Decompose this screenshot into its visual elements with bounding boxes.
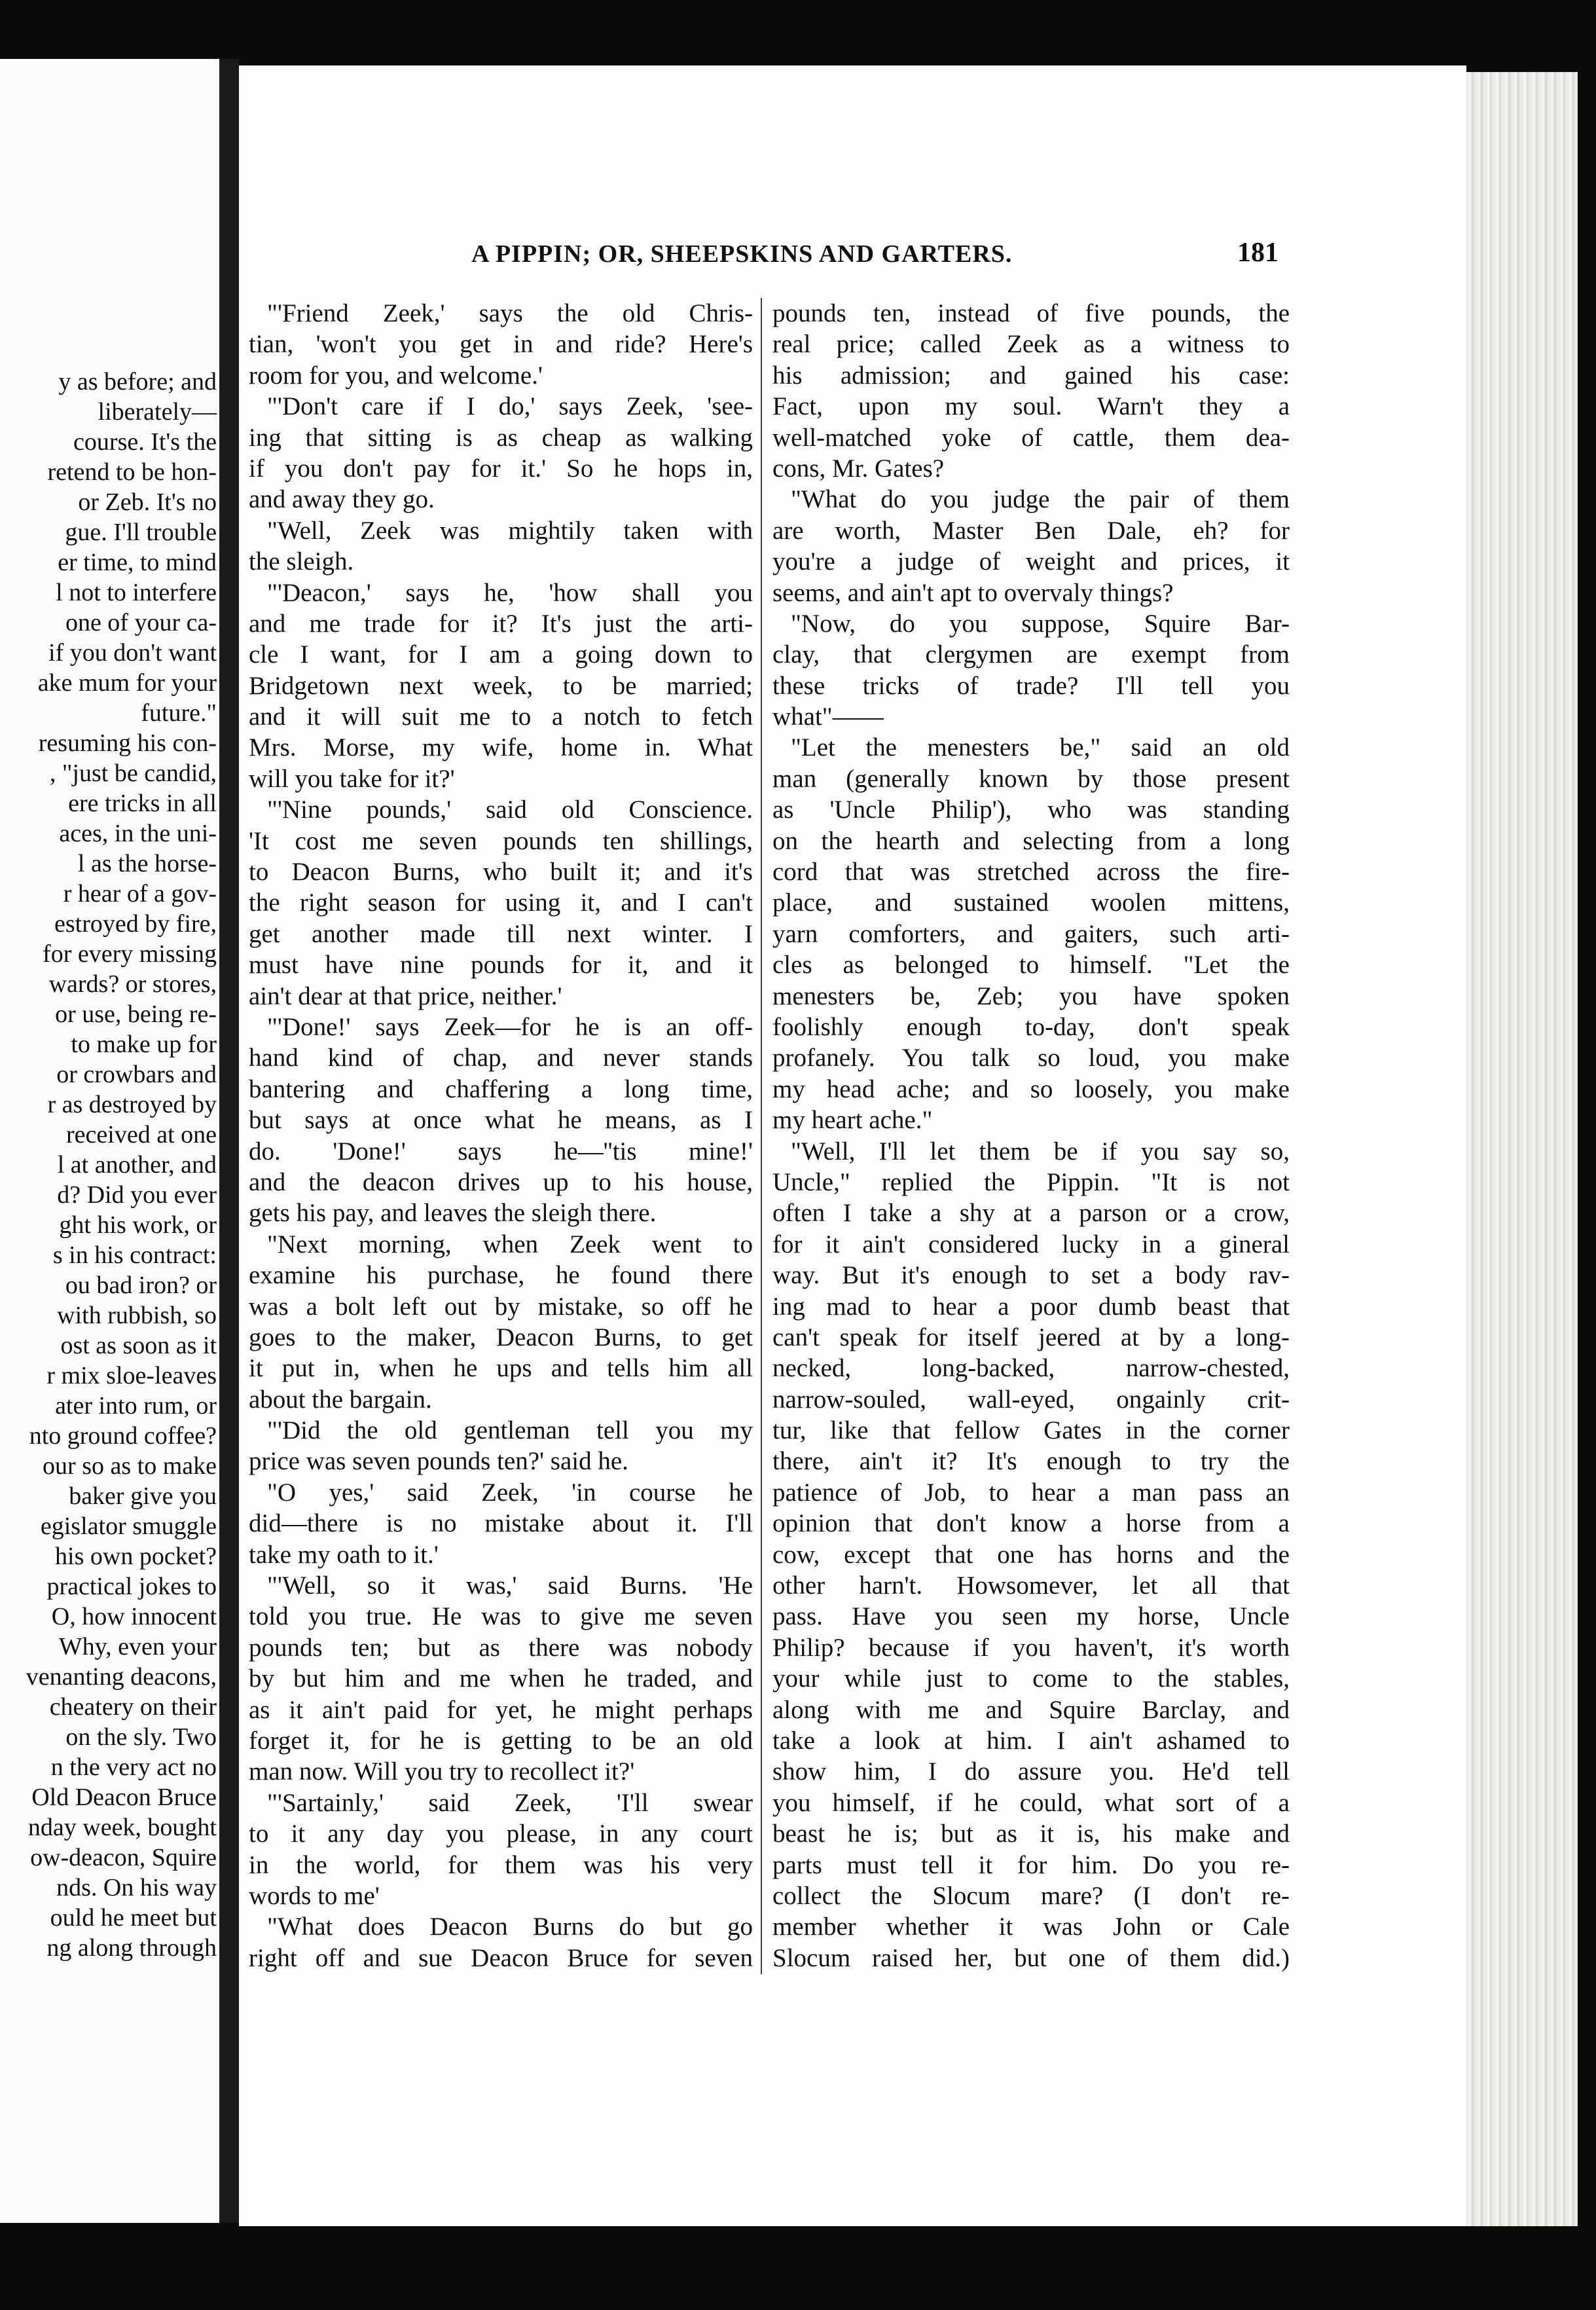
left-page-line: Old Deacon Bruce bbox=[31, 1784, 217, 1811]
text-line: patience of Job, to hear a man pass an bbox=[772, 1478, 1290, 1507]
text-line: can't speak for itself jeered at by a long- bbox=[772, 1323, 1290, 1351]
text-line: clay, that clergymen are exempt from bbox=[772, 640, 1290, 669]
left-page-line: estroyed by fire, bbox=[54, 910, 217, 938]
text-line: ing mad to hear a poor dumb beast that bbox=[772, 1292, 1290, 1321]
text-line: member whether it was John or Cale bbox=[772, 1913, 1290, 1941]
left-page-line: aces, in the uni- bbox=[59, 820, 217, 847]
page-number: 181 bbox=[1237, 238, 1279, 268]
left-page-text-column bbox=[0, 367, 219, 1963]
text-line: ain't dear at that price, neither.' bbox=[249, 981, 562, 1010]
text-line: narrow-souled, wall-eyed, ongainly crit- bbox=[772, 1385, 1290, 1414]
text-line: way. But it's enough to set a body rav- bbox=[772, 1261, 1290, 1290]
scan-background bbox=[0, 2226, 1596, 2310]
text-line: take a look at him. I ain't ashamed to bbox=[772, 1726, 1290, 1755]
text-line: cord that was stretched across the fire- bbox=[772, 858, 1290, 887]
text-line: Fact, upon my soul. Warn't they a bbox=[772, 392, 1290, 421]
text-line: "Let the menesters be," said an old bbox=[791, 733, 1290, 762]
text-line: necked, long-backed, narrow-chested, bbox=[772, 1354, 1290, 1383]
text-line: words to me' bbox=[249, 1881, 380, 1910]
left-page-line: r mix sloe-leaves bbox=[46, 1362, 217, 1389]
text-line: to it any day you please, in any court bbox=[249, 1820, 753, 1848]
text-line: told you true. He was to give me seven bbox=[249, 1602, 753, 1631]
left-page-line: or use, being re- bbox=[55, 1000, 217, 1028]
text-line: price was seven pounds ten?' said he. bbox=[249, 1447, 628, 1476]
text-line: bantering and chaffering a long time, bbox=[249, 1074, 753, 1103]
text-line: and the deacon drives up to his house, bbox=[249, 1167, 753, 1196]
text-line: along with me and Squire Barclay, and bbox=[772, 1695, 1290, 1724]
text-line: to Deacon Burns, who built it; and it's bbox=[249, 858, 753, 887]
left-page-line: d? Did you ever bbox=[57, 1181, 217, 1209]
left-page-line: ght his work, or bbox=[59, 1211, 217, 1239]
text-line: real price; called Zeek as a witness to bbox=[772, 330, 1290, 359]
left-page-line: ere tricks in all bbox=[68, 790, 217, 817]
text-line: must have nine pounds for it, and it bbox=[249, 951, 753, 980]
text-line: man now. Will you try to recollect it?' bbox=[249, 1757, 635, 1786]
text-line: well-matched yoke of cattle, them dea- bbox=[772, 423, 1290, 452]
column-rule bbox=[761, 298, 762, 1974]
text-line: goes to the maker, Deacon Burns, to get bbox=[249, 1323, 753, 1351]
text-line: as it ain't paid for yet, he might perhaps bbox=[249, 1695, 753, 1724]
left-page-line: for every missing bbox=[43, 940, 217, 968]
text-line: "Well, Zeek was mightily taken with bbox=[267, 516, 753, 545]
text-line: Philip? because if you haven't, it's worth bbox=[772, 1633, 1290, 1662]
text-line: foolishly enough to-day, don't speak bbox=[772, 1012, 1290, 1041]
running-head: A PIPPIN; OR, SHEEPSKINS AND GARTERS. bbox=[471, 240, 1013, 268]
left-page-line: received at one bbox=[66, 1121, 217, 1148]
left-page-line: ake mum for your bbox=[37, 669, 217, 697]
text-line: cons, Mr. Gates? bbox=[772, 454, 945, 483]
left-page-line: egislator smuggle bbox=[40, 1512, 217, 1540]
left-page-line: Why, even your bbox=[58, 1633, 217, 1660]
left-page-line: nto ground coffee? bbox=[29, 1422, 217, 1450]
text-line: the sleigh. bbox=[249, 547, 354, 576]
text-line: will you take for it?' bbox=[249, 764, 455, 793]
left-page-line: or crowbars and bbox=[56, 1061, 217, 1088]
text-line: and it will suit me to a notch to fetch bbox=[249, 703, 753, 731]
left-page-line: nds. On his way bbox=[56, 1874, 217, 1901]
text-line: menesters be, Zeb; you have spoken bbox=[772, 981, 1290, 1010]
left-page-line: liberately— bbox=[98, 398, 217, 426]
left-page-line: retend to be hon- bbox=[47, 458, 217, 486]
text-line: about the bargain. bbox=[249, 1385, 432, 1414]
text-line: cles as belonged to himself. "Let the bbox=[772, 951, 1290, 980]
left-page-line: on the sly. Two bbox=[65, 1723, 217, 1751]
text-line: opinion that don't know a horse from a bbox=[772, 1509, 1290, 1538]
text-line: tian, 'won't you get in and ride? Here's bbox=[249, 330, 753, 359]
text-line: gets his pay, and leaves the sleigh there. bbox=[249, 1199, 657, 1228]
left-page-line: l as the horse- bbox=[77, 850, 217, 877]
text-line: "Well, I'll let them be if you say so, bbox=[791, 1137, 1290, 1165]
text-line: collect the Slocum mare? (I don't re- bbox=[772, 1881, 1290, 1910]
left-page-line: s in his contract: bbox=[52, 1241, 217, 1269]
text-line: are worth, Master Ben Dale, eh? for bbox=[772, 516, 1290, 545]
text-line: "'Don't care if I do,' says Zeek, 'see- bbox=[267, 392, 753, 421]
book-gutter bbox=[219, 59, 239, 2223]
text-line: did—there is no mistake about it. I'll bbox=[249, 1509, 753, 1538]
text-line: and away they go. bbox=[249, 485, 435, 514]
left-page-line: venanting deacons, bbox=[26, 1663, 217, 1691]
text-line: you himself, if he could, what sort of a bbox=[772, 1788, 1290, 1817]
text-line: in the world, for them was his very bbox=[249, 1850, 753, 1879]
left-page-line: , "just be candid, bbox=[49, 760, 217, 787]
text-line: "'Done!' says Zeek—for he is an off- bbox=[267, 1012, 753, 1041]
left-page-line: gue. I'll trouble bbox=[65, 519, 217, 546]
text-line: cle I want, for I am a going down to bbox=[249, 640, 753, 669]
left-page-line: with rubbish, so bbox=[57, 1302, 217, 1329]
text-line: 'It cost me seven pounds ten shillings, bbox=[249, 826, 753, 855]
left-page bbox=[0, 59, 219, 2223]
text-line: there, ain't it? It's enough to try the bbox=[772, 1447, 1290, 1476]
text-line: tur, like that fellow Gates in the corner bbox=[772, 1416, 1290, 1445]
left-page-line: if you don't want bbox=[48, 639, 217, 667]
left-page-line: ow-deacon, Squire bbox=[30, 1844, 217, 1871]
text-line: the right season for using it, and I can't bbox=[249, 889, 753, 917]
left-page-line: ater into rum, or bbox=[55, 1392, 217, 1420]
text-line: if you don't pay for it.' So he hops in, bbox=[249, 454, 753, 483]
text-line: other harn't. Howsomever, let all that bbox=[772, 1571, 1290, 1600]
text-line: forget it, for he is getting to be an old bbox=[249, 1726, 753, 1755]
text-line: pounds ten; but as there was nobody bbox=[249, 1633, 753, 1662]
text-line: "'Well, so it was,' said Burns. 'He bbox=[267, 1571, 753, 1600]
left-page-line: to make up for bbox=[71, 1031, 217, 1058]
text-line: "'Sartainly,' said Zeek, 'I'll swear bbox=[267, 1788, 753, 1817]
left-page-line: r as destroyed by bbox=[47, 1091, 217, 1118]
text-line: ing that sitting is as cheap as walking bbox=[249, 423, 753, 452]
text-line: as 'Uncle Philip'), who was standing bbox=[772, 796, 1290, 824]
text-line: and me trade for it? It's just the arti- bbox=[249, 609, 753, 638]
left-page-line: r hear of a gov- bbox=[63, 880, 217, 908]
text-line: "What does Deacon Burns do but go bbox=[267, 1913, 753, 1941]
left-page-line: resuming his con- bbox=[38, 729, 217, 757]
text-line: "Now, do you suppose, Squire Bar- bbox=[791, 609, 1290, 638]
text-line: man (generally known by those present bbox=[772, 764, 1290, 793]
left-page-line: one of your ca- bbox=[65, 609, 217, 636]
left-page-line: baker give you bbox=[69, 1482, 217, 1510]
text-line: Uncle," replied the Pippin. "It is not bbox=[772, 1167, 1290, 1196]
text-line: these tricks of trade? I'll tell you bbox=[772, 671, 1290, 700]
text-line: examine his purchase, he found there bbox=[249, 1261, 753, 1290]
text-line: beast he is; but as it is, his make and bbox=[772, 1820, 1290, 1848]
text-line: "Next morning, when Zeek went to bbox=[267, 1230, 753, 1258]
left-page-line: O, how innocent bbox=[51, 1603, 217, 1630]
text-line: hand kind of chap, and never stands bbox=[249, 1044, 753, 1072]
text-line: Slocum raised her, but one of them did.) bbox=[772, 1943, 1290, 1972]
text-line: your while just to come to the stables, bbox=[772, 1664, 1290, 1693]
text-line: parts must tell it for him. Do you re- bbox=[772, 1850, 1290, 1879]
text-line: profanely. You talk so loud, you make bbox=[772, 1044, 1290, 1072]
left-page-line: wards? or stores, bbox=[48, 970, 217, 998]
text-line: for it ain't considered lucky in a gineral bbox=[772, 1230, 1290, 1258]
left-page-line: er time, to mind bbox=[58, 549, 217, 576]
text-line: was a bolt left out by mistake, so off he bbox=[249, 1292, 753, 1321]
left-page-line: future." bbox=[141, 699, 217, 727]
text-line: Bridgetown next week, to be married; bbox=[249, 671, 753, 700]
text-line: Mrs. Morse, my wife, home in. What bbox=[249, 733, 753, 762]
left-page-line: l at another, and bbox=[57, 1151, 217, 1179]
left-page-line: ost as soon as it bbox=[60, 1332, 217, 1359]
text-line: place, and sustained woolen mittens, bbox=[772, 889, 1290, 917]
text-line: you're a judge of weight and prices, it bbox=[772, 547, 1290, 576]
text-line: "'Deacon,' says he, 'how shall you bbox=[267, 578, 753, 607]
left-page-line: or Zeb. It's no bbox=[78, 488, 217, 516]
text-line: do. 'Done!' says he—''tis mine!' bbox=[249, 1137, 753, 1165]
text-line: cow, except that one has horns and the bbox=[772, 1540, 1290, 1569]
text-line: yarn comforters, and gaiters, such arti- bbox=[772, 919, 1290, 948]
text-line: "What do you judge the pair of them bbox=[791, 485, 1290, 514]
text-line: on the hearth and selecting from a long bbox=[772, 826, 1290, 855]
text-line: by but him and me when he traded, and bbox=[249, 1664, 753, 1693]
left-page-line: ould he meet but bbox=[50, 1904, 217, 1932]
page-edge-stack bbox=[1466, 72, 1578, 2233]
text-column-right bbox=[772, 298, 1290, 1973]
left-page-line: ou bad iron? or bbox=[65, 1272, 217, 1299]
text-line: his admission; and gained his case: bbox=[772, 361, 1290, 390]
left-page-line: his own pocket? bbox=[55, 1543, 217, 1570]
text-line: pounds ten, instead of five pounds, the bbox=[772, 299, 1290, 327]
left-page-line: ng along through bbox=[46, 1934, 217, 1962]
text-line: but says at once what he means, as I bbox=[249, 1106, 753, 1135]
left-page-line: cheatery on their bbox=[49, 1693, 217, 1721]
text-line: "'Friend Zeek,' says the old Chris- bbox=[267, 299, 753, 327]
text-column-left bbox=[249, 298, 753, 1973]
text-line: show him, I do assure you. He'd tell bbox=[772, 1757, 1290, 1786]
text-line: pass. Have you seen my horse, Uncle bbox=[772, 1602, 1290, 1631]
left-page-line: n the very act no bbox=[50, 1753, 217, 1781]
left-page-line: y as before; and bbox=[58, 368, 217, 395]
text-line: it put in, when he ups and tells him all bbox=[249, 1354, 753, 1383]
text-line: right off and sue Deacon Bruce for seven bbox=[249, 1943, 753, 1972]
left-page-line: practical jokes to bbox=[46, 1573, 217, 1600]
left-page-line: nday week, bought bbox=[27, 1814, 217, 1841]
text-line: what"—— bbox=[772, 703, 884, 731]
text-line: seems, and ain't apt to overvaly things? bbox=[772, 578, 1174, 607]
text-line: take my oath to it.' bbox=[249, 1540, 439, 1569]
text-line: get another made till next winter. I bbox=[249, 919, 753, 948]
left-page-line: l not to interfere bbox=[56, 579, 217, 606]
text-line: my heart ache." bbox=[772, 1106, 933, 1135]
text-line: "O yes,' said Zeek, 'in course he bbox=[267, 1478, 753, 1507]
left-page-line: our so as to make bbox=[43, 1452, 217, 1480]
text-line: "'Nine pounds,' said old Conscience. bbox=[267, 796, 753, 824]
text-line: "'Did the old gentleman tell you my bbox=[267, 1416, 753, 1445]
text-line: room for you, and welcome.' bbox=[249, 361, 543, 390]
left-page-line: course. It's the bbox=[73, 428, 217, 456]
text-line: my head ache; and so loosely, you make bbox=[772, 1074, 1290, 1103]
text-line: often I take a shy at a parson or a crow, bbox=[772, 1199, 1290, 1228]
